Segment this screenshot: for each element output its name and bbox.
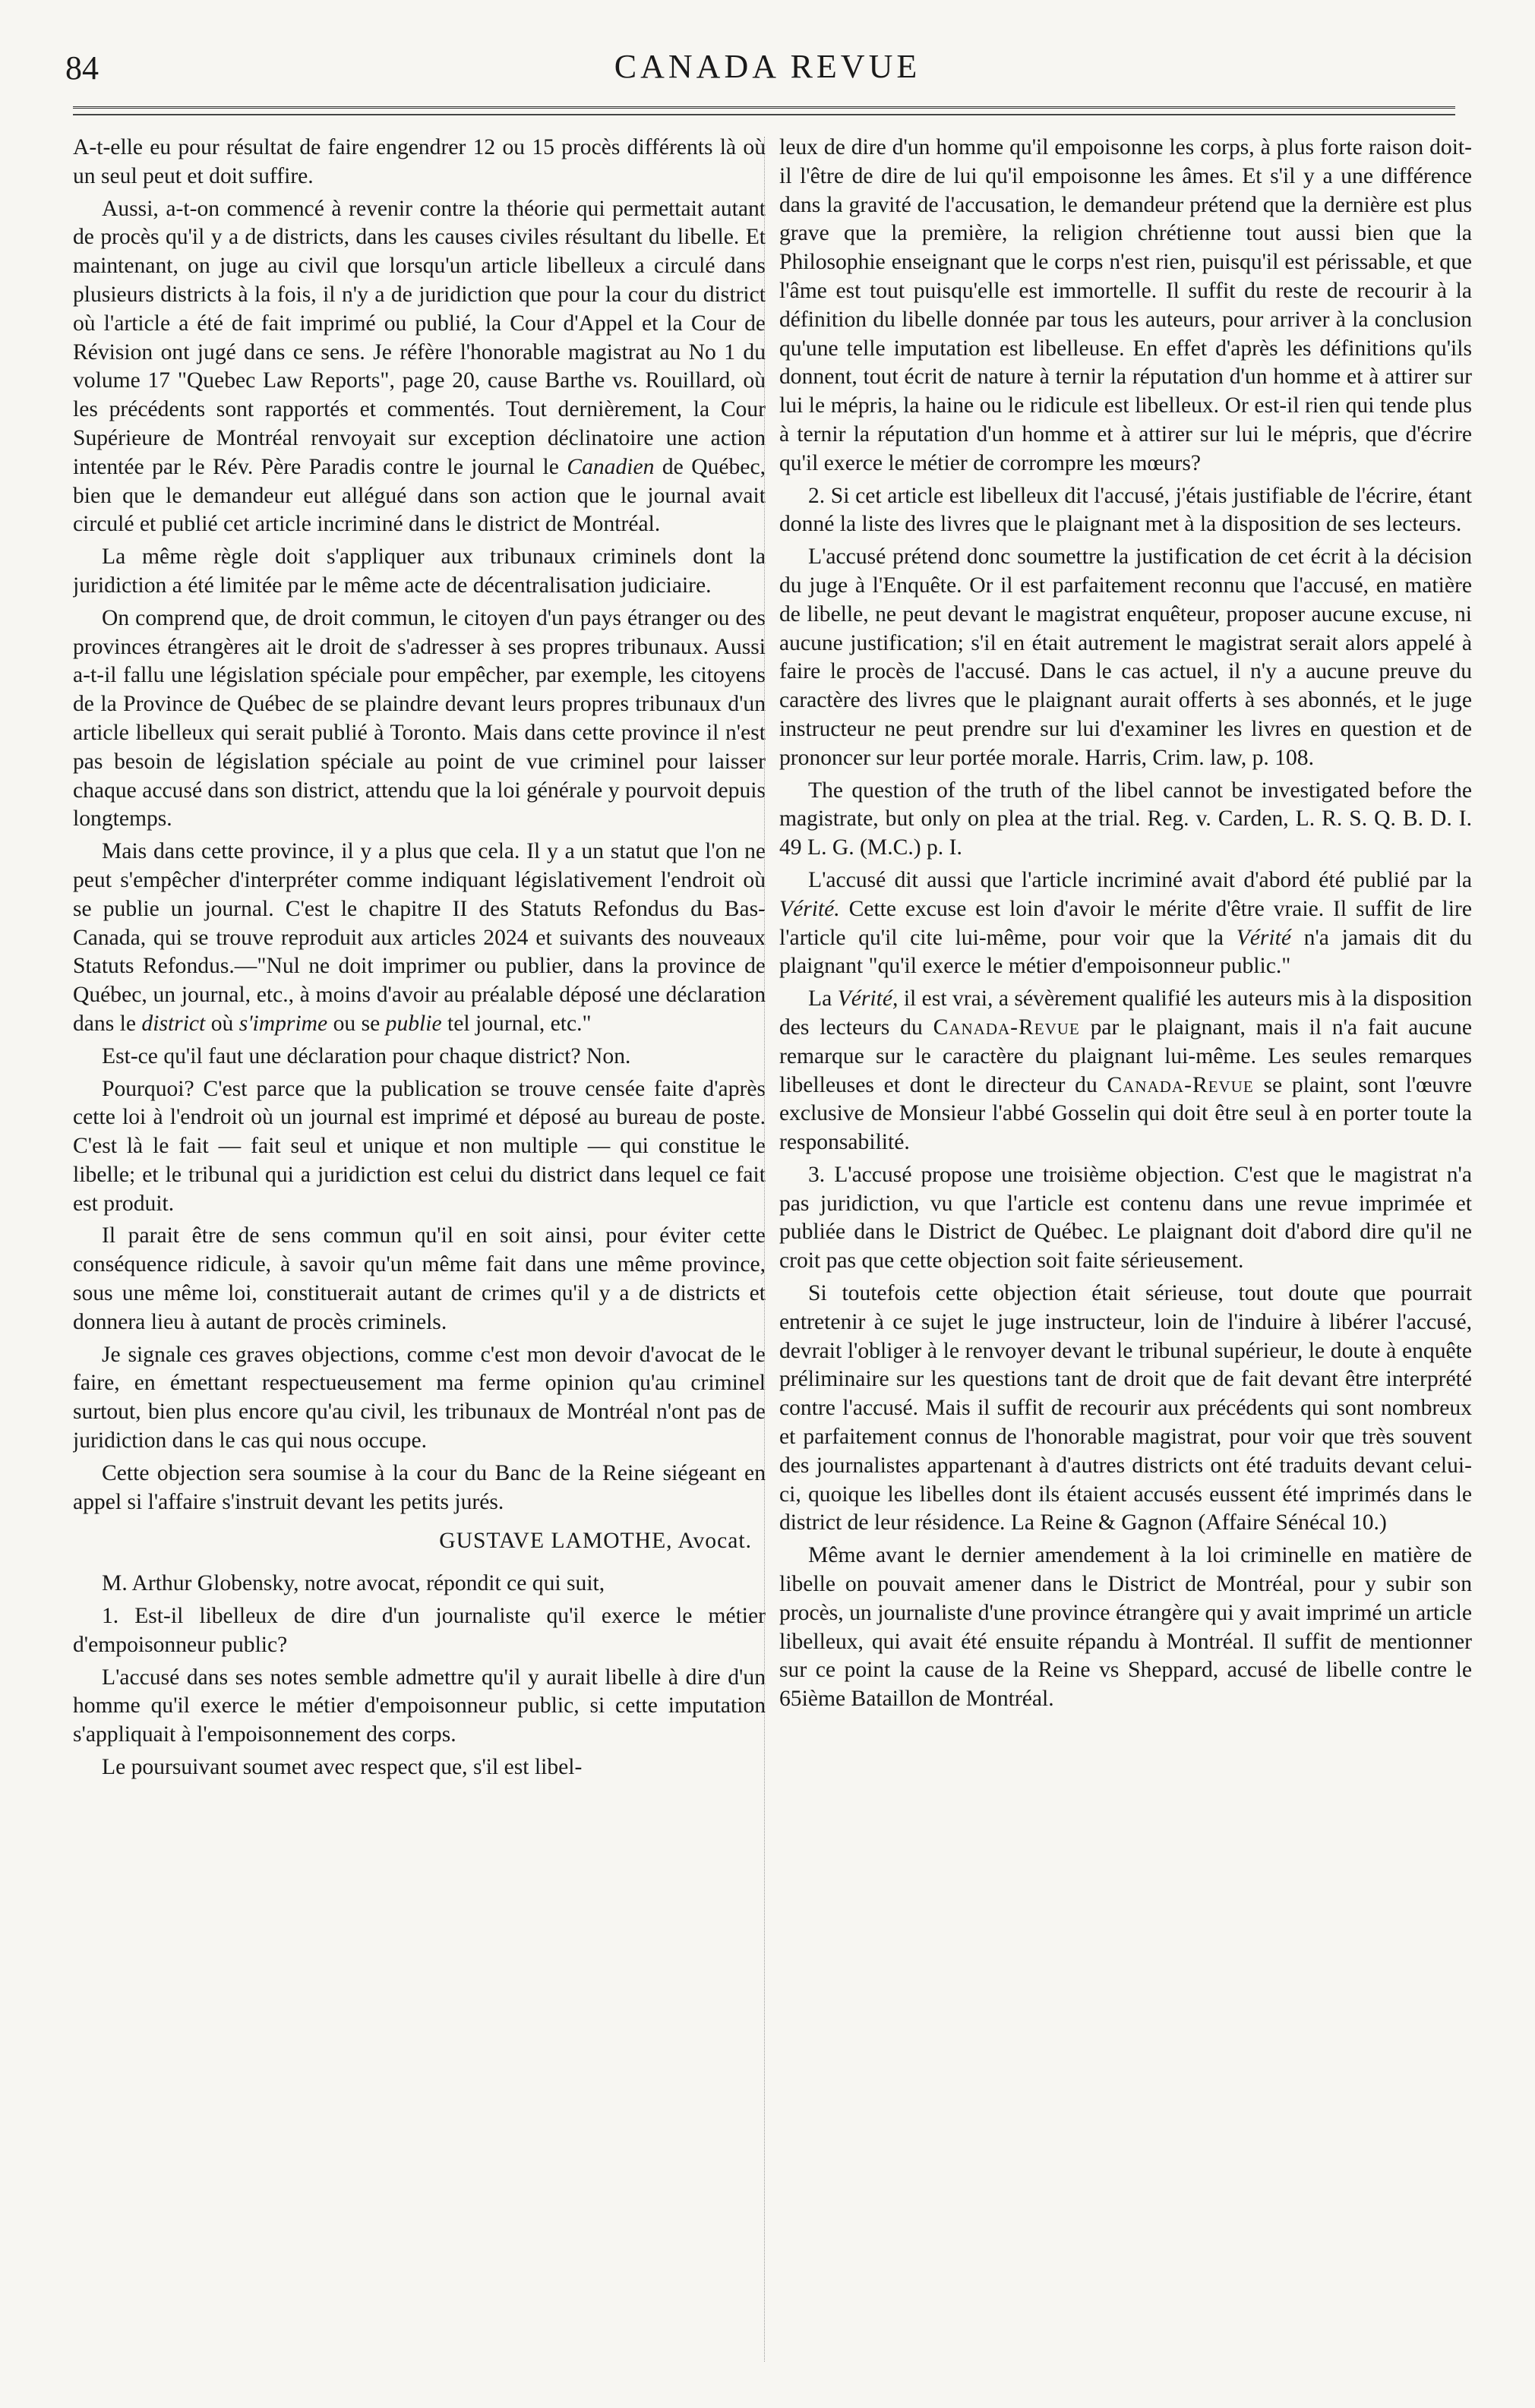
paragraph: Même avant le dernier amendement à la loi criminelle en matière de libelle on pouvait amener dans le District de Montréal, pour y subir son procès, un journaliste d'une province étrangère qui y avait imprimé un article libelleux, qui avait été ensuite répandu à Montréal. Il suffit de mentionner sur ce point la cause de la Reine vs Sheppard, accusé de libelle contre le 65ième Bataillon de Montréal. (779, 1543, 1472, 1712)
author-signature: GUSTAVE LAMOTHE, Avocat. (439, 1529, 752, 1554)
paragraph: M. Arthur Globensky, notre avocat, répondit ce qui suit, (102, 1571, 605, 1596)
paragraph: Cette objection sera soumise à la cour du Banc de la Reine siégeant en appel si l'affaire s'instruit devant les petits jurés. (73, 1460, 766, 1514)
page-number: 84 (65, 49, 99, 87)
running-title: CANADA REVUE (614, 48, 921, 85)
paragraph: 1. Est-il libelleux de dire d'un journaliste qu'il exerce le métier d'empoisonneur public? (73, 1604, 766, 1657)
paragraph: Je signale ces graves objections, comme c'est mon devoir d'avocat de le faire, en émettant respectueusement ma ferme opinion qu'au criminel surtout, bien plus encore qu'au civil, les tribunaux de Montréal n'ont pas de juridiction dans le cas qui nous occupe. (73, 1342, 766, 1453)
paragraph: Pourquoi? C'est parce que la publication se trouve censée faite d'après cette loi à l'endroit où un journal est imprimé et déposé au bureau de poste. C'est là le fait — fait seul et unique et non multiple — qui constitue le libelle; et le tribunal qui a juridiction est celui du district dans lequel ce fait est produit. (73, 1076, 766, 1216)
paragraph: Il parait être de sens commun qu'il en soit ainsi, pour éviter cette conséquence ridicule, à savoir qu'un même fait dans une même province, sous une même loi, constituerait autant de crimes qu'il y a de districts et donnera lieu à autant de procès criminels. (73, 1223, 766, 1334)
paragraph: L'accusé dans ses notes semble admettre qu'il y aurait libelle à dire d'un homme qu'il exerce le métier d'empoisonneur public, si cette imputation s'appliquait à l'empoisonnement des corps. (73, 1665, 766, 1747)
paragraph: La Vérité, il est vrai, a sévèrement qualifié les auteurs mis à la disposition des lecteurs du Canada-Revue par le plaignant, mais il n'a fait aucune remarque sur le caractère du plaignant lui-même. Les seules remarques libelleuses et dont le directeur du Canada-Revue se plaint, sont l'œuvre exclusive de Monsieur l'abbé Gosselin qui doit être seul à en porter toute la responsabilité. (779, 986, 1472, 1155)
column-divider (764, 137, 765, 2362)
paragraph: L'accusé prétend donc soumettre la justification de cet écrit à la décision du juge à l'Enquête. Or il est parfaitement reconnu que l'accusé, en matière de libelle, ne peut devant le magistrat enquêteur, proposer aucune excuse, ni aucune justification; s'il en était autrement le magistrat serait alors appelé à faire le procès de l'accusé. Dans le cas actuel, il n'y a aucune preuve du caractère des livres que le plaignant aurait offerts à ses abonnés, et le juge instructeur ne peut prendre sur lui d'examiner les livres en question et de prononcer sur leur portée morale. Harris, Crim. law, p. 108. (779, 544, 1472, 770)
paragraph: Aussi, a-t-on commencé à revenir contre la théorie qui permettait autant de procès qu'il y a de districts, dans les causes civiles résultant du libelle. Et maintenant, on juge au civil que lorsqu'un article libelleux a circulé dans plusieurs districts à la fois, il n'y a de juridiction que pour la cour du district où l'article a été de fait imprimé ou publié, la Cour d'Appel et la Cour de Révision ont jugé dans ce sens. Je réfère l'honorable magistrat au No 1 du volume 17 "Quebec Law Reports", page 20, cause Barthe vs. Rouillard, où les précédents sont rapportés et commentés. Tout dernièrement, la Cour Supérieure de Montréal renvoyait sur exception déclinatoire une action intentée par le Rév. Père Paradis contre le journal le Canadien de Québec, bien que le demandeur eut allégué dans son action que le journal avait circulé et publié cet article incriminé dans le district de Montréal. (73, 196, 766, 537)
paragraph: Mais dans cette province, il y a plus que cela. Il y a un statut que l'on ne peut s'empêcher d'interpréter comme indiquant législativement l'endroit où se publie un journal. C'est le chapitre II des Statuts Refondus du Bas-Canada, qui se trouve reproduit aux articles 2024 et suivants des nouveaux Statuts Refondus.—"Nul ne doit imprimer ou publier, dans la province de Québec, un journal, etc., à moins d'avoir au préalable déposé une déclaration dans le district où s'imprime ou se publie tel journal, etc." (73, 839, 766, 1036)
paragraph: Est-ce qu'il faut une déclaration pour chaque district? Non. (102, 1043, 631, 1068)
paragraph: 2. Si cet article est libelleux dit l'accusé, j'étais justifiable de l'écrire, étant donné la liste des livres que le plaignant met à la disposition de ses lecteurs. (779, 483, 1472, 537)
paragraph: Le poursuivant soumet avec respect que, s'il est libel- (102, 1755, 583, 1780)
header-rule (73, 106, 1455, 109)
paragraph: La même règle doit s'appliquer aux tribunaux criminels dont la juridiction a été limitée par le même acte de décentralisation judiciaire. (73, 544, 766, 598)
left-column (73, 134, 766, 2381)
paragraph: The question of the truth of the libel cannot be investigated before the magistrate, but only on plea at the trial. Reg. v. Carden, L. R. S. Q. B. D. I. 49 L. G. (M.C.) p. I. (779, 778, 1472, 860)
paragraph: 3. L'accusé propose une troisième objection. C'est que le magistrat n'a pas juridiction, vu que l'article est contenu dans une revue imprimée et publiée dans le District de Québec. Le plaignant doit d'abord dire qu'il ne croit pas que cette objection soit faite sérieusement. (779, 1162, 1472, 1273)
header-rule-lower (73, 114, 1455, 115)
paragraph: On comprend que, de droit commun, le citoyen d'un pays étranger ou des provinces étrangères ait le droit de s'adresser à ses propres tribunaux. Aussi a-t-il fallu une législation spéciale pour empêcher, par exemple, les citoyens de la Province de Québec de se plaindre devant leurs propres tribunaux d'un article libelleux qui serait publié à Toronto. Mais dans cette province il n'est pas besoin de législation spéciale au point de vue criminel pour laisser chaque accusé dans son district, attendu que la loi générale y pourvoit depuis longtemps. (73, 605, 766, 832)
paragraph: leux de dire d'un homme qu'il empoisonne les corps, à plus forte raison doit-il l'être de dire de lui qu'il empoisonne les âmes. Et s'il y a une différence dans la gravité de l'accusation, le demandeur prétend que la dernière est plus grave que la première, la religion chrétienne tout aussi bien que la Philosophie enseignant que le corps n'est rien, puisqu'il est périssable, et que l'âme est tout puisqu'elle est immortelle. Il suffit du reste de recourir à la définition du libelle donnée par tous les auteurs, pour arriver à la conclusion qu'une telle imputation est libelleuse. En effet d'après les définitions qu'ils donnent, tout écrit de nature à ternir la réputation d'un homme et à attirer sur lui le mépris, la haine ou le ridicule est libelleux. Or est-il rien qui tende plus à ternir la réputation d'un homme et à attirer sur lui le mépris, que d'écrire qu'il exerce le métier de corrompre les mœurs? (779, 135, 1472, 475)
paragraph: A-t-elle eu pour résultat de faire engendrer 12 ou 15 procès différents là où un seul peut et doit suffire. (73, 135, 766, 188)
paragraph: L'accusé dit aussi que l'article incriminé avait d'abord été publié par la Vérité. Cette excuse est loin d'avoir le mérite d'être vraie. Il suffit de lire l'article qu'il cite lui-même, pour voir que la Vérité n'a jamais dit du plaignant "qu'il exerce le métier d'empoisonneur public." (779, 867, 1472, 979)
right-column (779, 134, 1472, 2381)
paragraph: Si toutefois cette objection était sérieuse, tout doute que pourrait entretenir à ce sujet le juge instructeur, loin de l'induire à libérer l'accusé, devrait l'obliger à le renvoyer devant le tribunal supérieur, le doute à enquête préliminaire sur les questions tant de droit que de fait devant être interprété contre l'accusé. Mais il suffit de recourir aux précédents qui sont nombreux et parfaitement connus de l'honorable magistrat, pour voir que très souvent des journalistes appartenant à d'autres districts ont été traduits devant celui-ci, quoique les libelles dont ils étaient accusés eussent été imprimés dans le district de leur résidence. La Reine & Gagnon (Affaire Sénécal 10.) (779, 1281, 1472, 1535)
